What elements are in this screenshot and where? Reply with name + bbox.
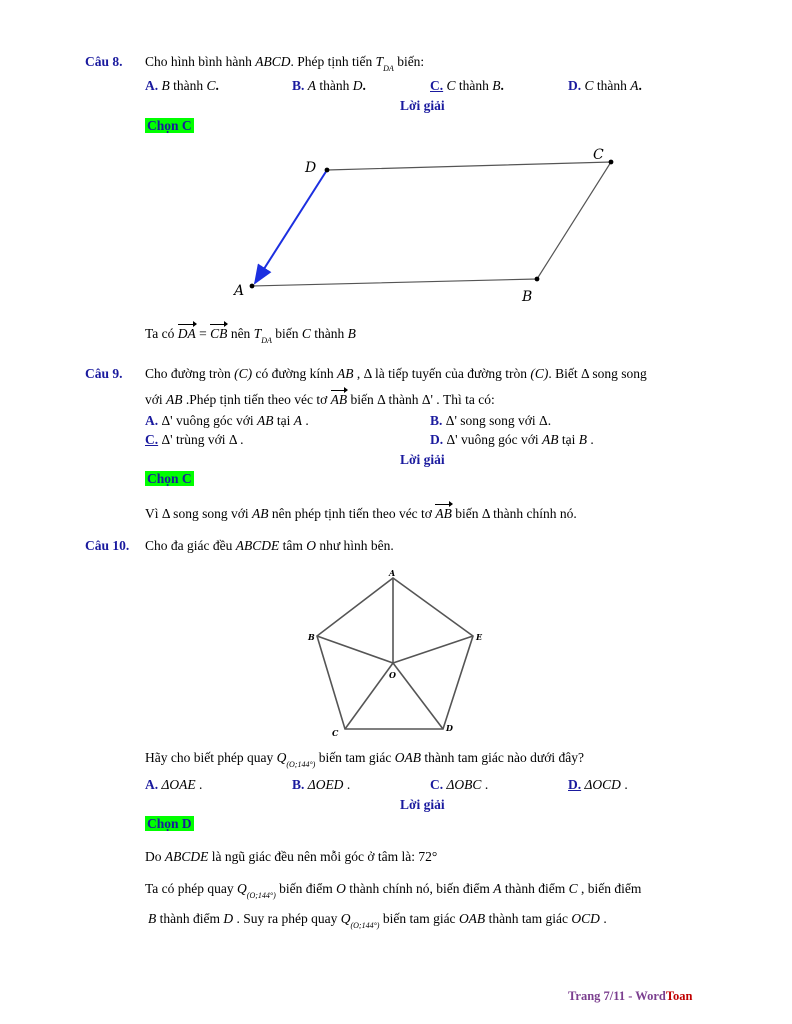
text: . Suy ra phép quay — [233, 911, 341, 926]
text: Do — [145, 849, 165, 864]
text: là ngũ giác đều nên mỗi góc ở tâm là: 72° — [208, 849, 438, 864]
choice-badge: Chọn C — [147, 118, 192, 133]
text: nên — [227, 326, 254, 341]
q8-option-c[interactable] — [430, 78, 504, 94]
text: biến điểm — [275, 881, 337, 896]
translation-symbol: T — [253, 326, 262, 341]
separator: - — [625, 989, 636, 1003]
option-end: . — [195, 777, 203, 792]
text: thành — [310, 326, 348, 341]
option-text: thành — [316, 78, 353, 93]
q8-solution-heading: Lời giải — [400, 98, 445, 113]
option-end: . — [500, 78, 504, 93]
pentagon-figure — [305, 565, 495, 740]
point: B — [148, 911, 157, 926]
q10-solution-heading: Lời giải — [400, 797, 445, 812]
text: biến tam giác — [315, 750, 395, 765]
triangle-name: OCD — [571, 911, 600, 926]
stem-text: biến: — [393, 54, 425, 69]
polygon-name: ABCDE — [164, 849, 209, 864]
point: O — [336, 881, 346, 896]
q10-choice — [145, 816, 194, 832]
text: tâm — [279, 538, 307, 553]
brand-toan: Toan — [665, 989, 693, 1003]
q10-question — [145, 750, 584, 769]
rotation-symbol: Q — [340, 911, 351, 926]
option-label: A. — [145, 78, 159, 93]
question-9-stem-line2 — [145, 392, 495, 408]
q8-conclusion — [145, 326, 356, 345]
option-end: . — [302, 413, 309, 428]
vector-ab: AB — [330, 392, 348, 407]
label-o: O — [389, 670, 396, 680]
text: biến — [271, 326, 302, 341]
q10-para3 — [148, 911, 607, 930]
option-label: D. — [430, 432, 444, 447]
point: B — [347, 326, 356, 341]
text: thành tam giác — [485, 911, 572, 926]
pentagon-outline — [317, 578, 473, 729]
option-end: . — [620, 777, 628, 792]
q8-option-d[interactable] — [568, 78, 642, 94]
text: thành chính nó, biến điểm — [345, 881, 494, 896]
option-text: ΔOCD — [584, 777, 621, 792]
option-label: D. — [568, 777, 582, 792]
segment-ob — [317, 636, 393, 663]
option-point: A — [307, 78, 317, 93]
option-point: A — [630, 78, 639, 93]
text: như hình bên. — [315, 538, 394, 553]
option-math: AB — [257, 413, 274, 428]
option-end: . — [481, 777, 489, 792]
stem-figure: ABCD — [255, 54, 291, 69]
option-math: AB — [542, 432, 559, 447]
question-8-number: Câu 8. — [85, 54, 123, 69]
text: Cho đường tròn — [145, 366, 235, 381]
point: D — [223, 911, 234, 926]
segment-oc — [345, 663, 393, 729]
text: thành tam giác nào dưới đây? — [421, 750, 584, 765]
option-end: . — [587, 432, 594, 447]
q9-choice — [145, 471, 194, 487]
label-c: C — [593, 147, 604, 163]
polygon-name: ABCDE — [235, 538, 280, 553]
vector-ab: AB — [435, 506, 452, 521]
label-d: D — [446, 723, 453, 733]
q10-option-c[interactable] — [430, 777, 488, 793]
option-label: C. — [430, 78, 444, 93]
translation-symbol: T — [375, 54, 384, 69]
option-text: thành — [593, 78, 631, 93]
q8-option-b[interactable] — [292, 78, 366, 94]
text: có đường kính — [252, 366, 338, 381]
text: , biến điểm — [577, 881, 642, 896]
option-text: Δ' song song với Δ. — [442, 413, 552, 428]
text: biến Δ thành Δ' . Thì ta có: — [347, 392, 495, 407]
option-end: . — [343, 777, 351, 792]
translation-subscript: DA — [261, 336, 272, 345]
rotation-subscript: (O;144°) — [350, 921, 380, 930]
page-number: Trang 7/11 — [568, 989, 626, 1003]
q10-para1 — [145, 849, 437, 865]
text: biến Δ thành chính nó. — [451, 506, 577, 521]
text: với — [145, 392, 167, 407]
text: Ta có — [145, 326, 178, 341]
stem-text: Cho hình bình hành — [145, 54, 256, 69]
q9-option-b[interactable] — [430, 413, 551, 429]
option-text: Δ' vuông góc với — [158, 413, 257, 428]
segment-od — [393, 663, 443, 729]
text: Cho đa giác đều — [145, 538, 236, 553]
parallelogram-sides — [252, 162, 611, 286]
question-10-stem — [145, 538, 394, 554]
parallelogram-figure — [228, 145, 628, 310]
option-end: . — [638, 78, 642, 93]
stem-text: . Phép tịnh tiến — [290, 54, 376, 69]
question-9-stem-line1 — [145, 366, 647, 382]
q8-option-a[interactable] — [145, 78, 219, 94]
option-text: thành — [455, 78, 493, 93]
option-label: B. — [292, 78, 305, 93]
q10-option-b[interactable] — [292, 777, 350, 793]
text: .Phép tịnh tiến theo véc tơ — [182, 392, 331, 407]
option-text: ΔOBC — [446, 777, 482, 792]
q10-para2 — [145, 881, 641, 900]
text: . — [599, 911, 607, 926]
point-a — [250, 284, 255, 289]
text: biến tam giác — [379, 911, 459, 926]
point-d — [325, 168, 330, 173]
q9-option-d[interactable] — [430, 432, 594, 448]
triangle-name: OAB — [394, 750, 422, 765]
option-point: D — [352, 78, 363, 93]
option-label: A. — [145, 777, 159, 792]
option-label: D. — [568, 78, 582, 93]
point-c — [609, 160, 614, 165]
circle-name: (C) — [530, 366, 549, 381]
label-d: D — [305, 160, 317, 176]
option-label: C. — [145, 432, 159, 447]
question-9-number: Câu 9. — [85, 366, 123, 381]
triangle-name: OAB — [458, 911, 486, 926]
option-label: A. — [145, 413, 159, 428]
text: Hãy cho biết phép quay — [145, 750, 277, 765]
label-b: B — [522, 289, 533, 305]
option-text: Δ' vuông góc với — [443, 432, 542, 447]
center-name: O — [306, 538, 316, 553]
q9-conclusion — [145, 506, 577, 522]
text: Vì Δ song song với — [145, 506, 252, 521]
label-b: B — [308, 632, 315, 642]
option-label: C. — [430, 777, 444, 792]
q9-solution-heading: Lời giải — [400, 452, 445, 467]
q9-option-c[interactable] — [145, 432, 244, 448]
segment: AB — [337, 366, 354, 381]
page-footer — [568, 989, 692, 1004]
text: nên phép tịnh tiến theo véc tơ — [268, 506, 436, 521]
q10-option-a[interactable] — [145, 777, 202, 793]
vector-da: DA — [177, 326, 196, 341]
choice-badge: Chọn D — [147, 816, 192, 831]
q8-choice — [145, 118, 194, 134]
circle-name: (C) — [234, 366, 253, 381]
option-point: B — [578, 432, 587, 447]
label-a: A — [234, 283, 245, 299]
option-text: ΔOED — [307, 777, 344, 792]
point: C — [568, 881, 578, 896]
brand-word: Word — [635, 989, 666, 1003]
option-text: Δ' trùng với Δ . — [158, 432, 244, 447]
option-label: B. — [430, 413, 443, 428]
option-text: thành — [169, 78, 207, 93]
text: thành điểm — [501, 881, 569, 896]
q9-option-a[interactable] — [145, 413, 309, 429]
text: thành điểm — [156, 911, 224, 926]
text: . Biết Δ song song — [548, 366, 647, 381]
text: , Δ là tiếp tuyến của đường tròn — [353, 366, 531, 381]
option-label: B. — [292, 777, 305, 792]
segment: AB — [166, 392, 183, 407]
rotation-subscript: (O;144°) — [246, 891, 276, 900]
label-c: C — [332, 728, 339, 738]
q10-option-d[interactable] — [568, 777, 628, 793]
question-8-stem — [145, 54, 424, 73]
option-text: ΔOAE — [161, 777, 196, 792]
point-b — [535, 277, 540, 282]
option-point: B — [161, 78, 170, 93]
option-end: . — [362, 78, 366, 93]
label-a: A — [389, 568, 396, 578]
rotation-symbol: Q — [276, 750, 287, 765]
point: A — [493, 881, 502, 896]
segment: AB — [251, 506, 269, 521]
rotation-symbol: Q — [237, 881, 247, 896]
segment-oe — [393, 636, 473, 663]
option-text: tại — [558, 432, 579, 447]
question-10-number: Câu 10. — [85, 538, 130, 553]
option-point: C — [584, 78, 594, 93]
rotation-subscript: (O;144°) — [286, 760, 316, 769]
option-point: C — [206, 78, 216, 93]
option-end: . — [215, 78, 219, 93]
vector-da — [255, 170, 327, 283]
text: Ta có phép quay — [145, 881, 238, 896]
choice-badge: Chọn C — [147, 471, 192, 486]
point: C — [301, 326, 311, 341]
option-text: tại — [273, 413, 294, 428]
text: = — [195, 326, 211, 341]
option-point: B — [492, 78, 501, 93]
option-point: C — [446, 78, 456, 93]
label-e: E — [476, 632, 483, 642]
vector-cb: CB — [210, 326, 228, 341]
option-point: A — [293, 413, 302, 428]
translation-subscript: DA — [383, 64, 394, 73]
